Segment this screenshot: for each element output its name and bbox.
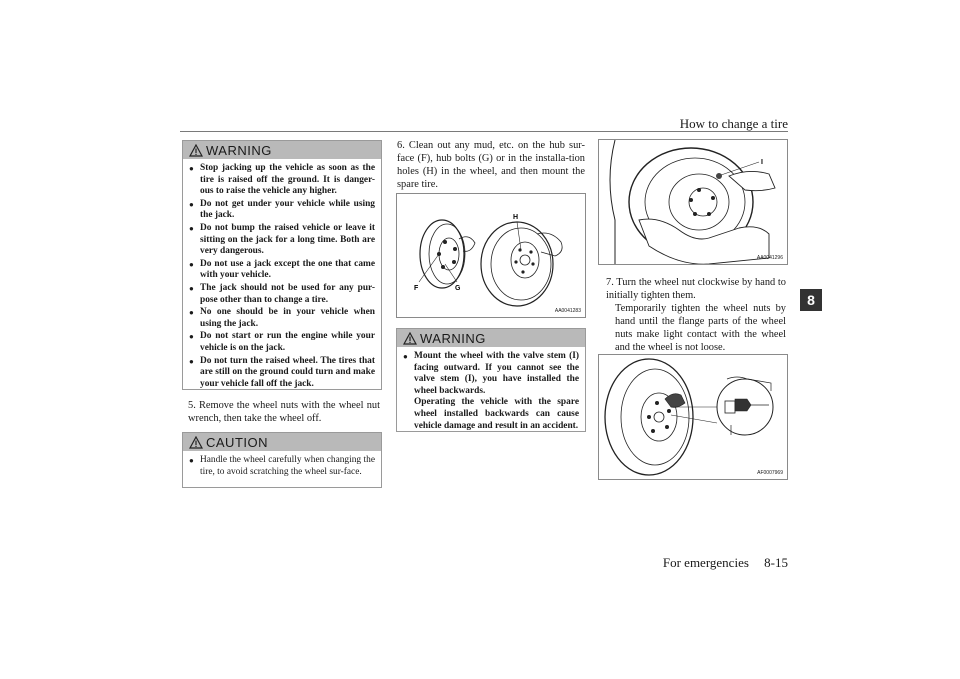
warning-label: WARNING [420,330,486,346]
step-6-text: 6. Clean out any mud, etc. on the hub sur-face (F), hub bolts (G) or in the installa-tion holes (H) in the wheel, and then mount the spare tire. [397,140,585,190]
warning-box-header [183,141,381,159]
warning-item: ● Do not get under your vehicle while using the jack. [189,199,375,222]
label-f: F [414,285,419,292]
warning-box-jack [182,140,382,390]
warning-list [397,347,585,437]
figure-mount-spare-wheel [598,139,788,265]
caution-triangle-icon [189,436,203,449]
hub-and-spare-tire-illustration [397,194,585,317]
step-7-line1: 7. Turn the wheel nut clockwise by hand to initially tighten them. [606,277,786,301]
page-footer [651,555,788,571]
tightening-nuts-illustration [599,355,787,479]
caution-box-wheel [182,432,382,488]
warning-item: ● Do not use a jack except the one that came with your vehicle. [189,259,375,282]
footer-section: For emergencies [662,555,749,570]
warning-item-text: ● Mount the wheel with the valve stem (I) facing outward. If you cannot see the valve stem (I), you have installed the wheel backwards. [414,351,579,396]
warning-item [403,351,579,432]
warning-item: ● The jack should not be used for any pur-pose other than to change a tire. [189,283,375,306]
figure-code: AF0007969 [757,470,783,476]
figure-tighten-nuts [598,354,788,480]
page-header-title: How to change a tire [679,116,788,131]
chapter-tab: 8 [800,289,822,311]
label-i: I [761,159,763,166]
warning-triangle-icon [403,332,417,345]
warning-list [183,159,381,395]
figure-code: AA0041296 [756,255,783,261]
step-5-text: 5. Remove the wheel nuts with the wheel nut wrench, then take the wheel off. [188,400,380,424]
caution-label: CAUTION [206,434,268,450]
caution-box-header [183,433,381,451]
step-7-text [606,276,786,354]
warning-item: ● Do not start or run the engine while your vehicle is on the jack. [189,331,375,354]
footer-page-number: 8-15 [764,555,788,570]
label-h: H [513,214,519,221]
warning-item-text: Operating the vehicle with the spare wheel installed backwards can cause vehicle damage and result in an accident. [414,397,579,431]
warning-triangle-icon [189,144,203,157]
warning-label: WARNING [206,142,272,158]
warning-box-valve-stem [396,328,586,432]
header-rule [180,131,788,132]
warning-box-header [397,329,585,347]
warning-item: ● Do not bump the raised vehicle or leave it sitting on the jack for a long time. Both are very dangerous. [189,223,375,258]
warning-item: ● No one should be in your vehicle when using the jack. [189,307,375,330]
figure-code: AA0041283 [554,308,581,314]
figure-hub-cleaning [396,193,586,318]
caution-list [183,451,381,483]
step-7-line2: Temporarily tighten the wheel nuts by hand until the flange parts of the wheel nuts make light contact with the wheel and the wheel is not loose. [615,303,786,353]
warning-item: ● Do not turn the raised wheel. The tires that are still on the ground could turn and make your vehicle fall off the jack. [189,356,375,391]
mounting-wheel-illustration [599,140,787,264]
caution-item: ● Handle the wheel carefully when changing the tire, to avoid scratching the wheel sur-face. [189,455,375,478]
warning-item: ● Stop jacking up the vehicle as soon as the tire is raised off the ground. It is danger-ous to raise the vehicle any higher. [189,163,375,198]
label-g: G [455,285,461,292]
